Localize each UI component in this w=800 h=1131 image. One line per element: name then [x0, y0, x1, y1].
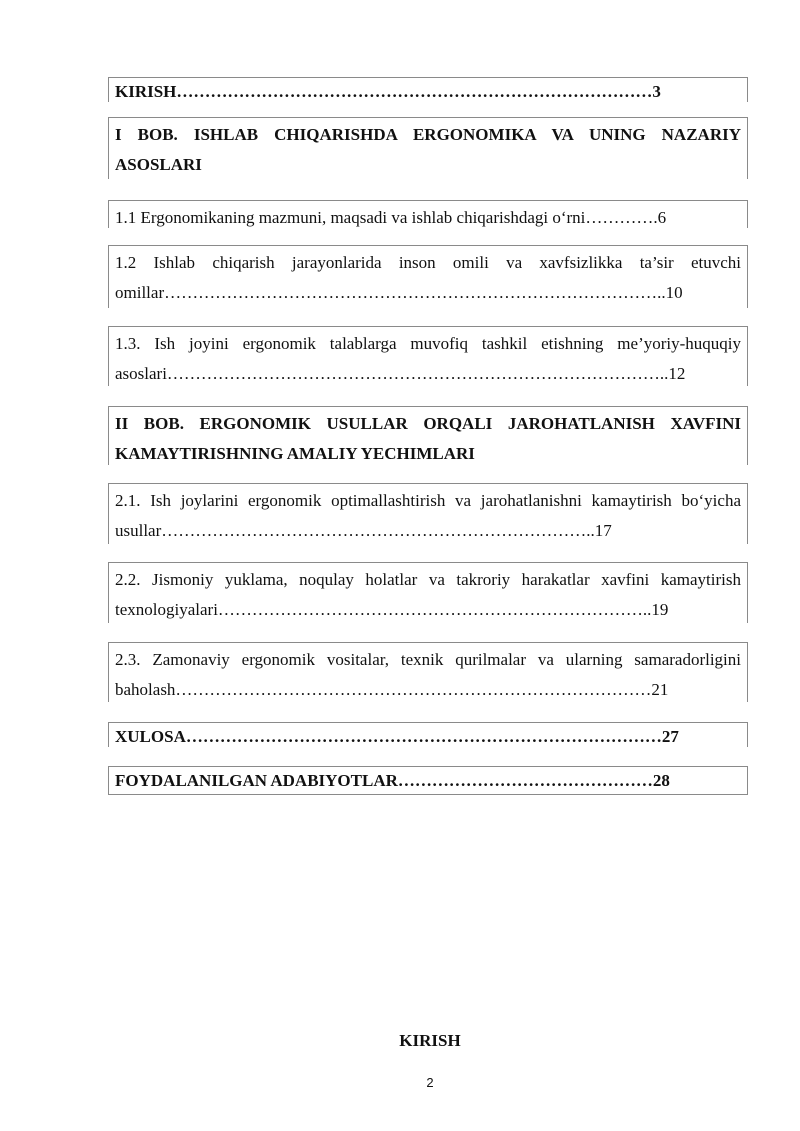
toc-entry-text: FOYDALANILGAN ADABIYOTLAR………………………………………28 [115, 771, 670, 790]
toc-entry-2-1 [108, 483, 748, 544]
toc-entry-chapter-1 [108, 117, 748, 179]
toc-entry-xulosa [108, 722, 748, 747]
toc-entry-2-2 [108, 562, 748, 623]
toc-entry-2-3 [108, 642, 748, 702]
toc-entry-1-2 [108, 245, 748, 308]
toc-entry-text: KIRISH…………………………………………………………………………3 [115, 82, 661, 101]
toc-entry-1-3 [108, 326, 748, 386]
toc-entry-text: 1.1 Ergonomikaning mazmuni, maqsadi va ishlab chiqarishdagi o‘rni………….6 [115, 208, 667, 227]
toc-entry-adabiyotlar [108, 766, 748, 795]
toc-entry-text: 2.1. Ish joylarini ergonomik optimallashtirish va jarohatlanishni kamaytirish bo‘yicha usullar…………………………………………………………………..17 [115, 491, 741, 540]
toc-entry-text: I BOB. ISHLAB CHIQARISHDA ERGONOMIKA VA UNING NAZARIY ASOSLARI [115, 125, 741, 174]
toc-entry-text: 1.2 Ishlab chiqarish jarayonlarida inson omili va xavfsizlikka ta’sir etuvchi omillar……………………………………………………………………………..10 [115, 253, 741, 302]
toc-entry-1-1 [108, 200, 748, 228]
page-number: 2 [426, 1075, 434, 1090]
toc-entry-chapter-2 [108, 406, 748, 465]
toc-entry-text: 2.2. Jismoniy yuklama, noqulay holatlar va takroriy harakatlar xavfini kamaytirish texnologiyalari…………………………………………………………………..19 [115, 570, 741, 619]
toc-entry-text: 2.3. Zamonaviy ergonomik vositalar, texnik qurilmalar va ularning samaradorligini baholash…………………………………………………………………………21 [115, 650, 741, 699]
section-heading-kirish: KIRISH [399, 1031, 461, 1050]
toc-entry-text: XULOSA…………………………………………………………………………27 [115, 727, 679, 746]
toc-entry-text: II BOB. ERGONOMIK USULLAR ORQALI JAROHATLANISH XAVFINI KAMAYTIRISHNING AMALIY YECHIMLARI [115, 414, 741, 463]
toc-entry-text: 1.3. Ish joyini ergonomik talablarga muvofiq tashkil etishning me’yoriy-huquqiy asoslari……………………………………………………………………………..12 [115, 334, 741, 383]
toc-entry-kirish [108, 77, 748, 102]
